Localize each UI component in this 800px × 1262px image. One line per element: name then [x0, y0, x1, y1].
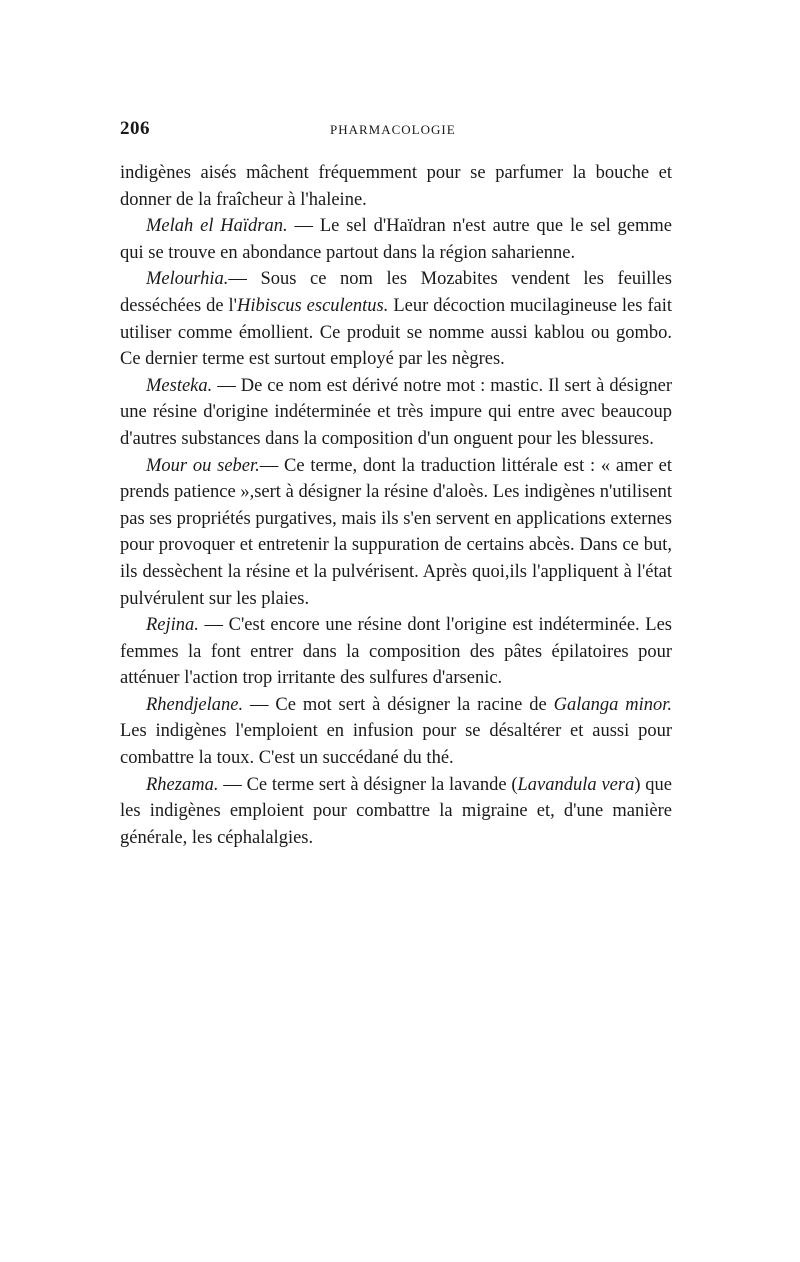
- entry-text: — C'est encore une résine dont l'origine est indéterminée. Les femmes la font entrer dans la composition des pâtes épilatoires pour atténuer l'action trop irritante des sulfures d'arsenic.: [120, 615, 672, 689]
- entry-text: — Ce terme, dont la traduction littérale est : « amer et prends patience »,sert à désigner la résine d'aloès. Les indigènes n'utilisent pas ses propriétés purgatives, mais ils s'en servent en applications externes pour provoquer et entretenir la suppuration de certains abcès. Dans ce but, ils dessèchent la résine et la pulvérisent. Après quoi,ils l'appliquent à l'état pulvérulent sur les plaies.: [120, 455, 672, 609]
- entry-text: Leur décoction mucilagineuse les fait utiliser comme émollient. Ce produit se nomme aussi kablou ou gombo. Ce dernier terme est surtout employé par les nègres.: [120, 295, 672, 370]
- entry-term: Melah el Haïdran.: [146, 216, 288, 237]
- opening-paragraph: indigènes aisés mâchent fréquemment pour se parfumer la bouche et donner de la fraîcheur à l'haleine.: [120, 163, 672, 210]
- entry-text: — De ce nom est dérivé notre mot : mastic. Il sert à désigner une résine d'origine indéterminée et très impure qui entre avec beaucoup d'autres substances dans la composition d'un onguent pour les blessures.: [120, 375, 672, 449]
- entry-text: — Le sel d'Haïdran n'est autre que le sel gemme qui se trouve en abondance partout dans la région saharienne.: [120, 216, 673, 263]
- page-number: 206: [120, 118, 150, 139]
- body-text: [120, 160, 672, 851]
- entry-mour: [120, 453, 672, 613]
- entry-term: Melourhia.: [146, 269, 229, 290]
- entry-term: Rhendjelane.: [146, 694, 244, 715]
- entry-term: Rhezama.: [146, 774, 219, 795]
- page-header: [120, 118, 672, 142]
- entry-melourhia: [120, 266, 672, 372]
- entry-text: ) que les indigènes emploient pour combattre la migraine et, d'une manière générale, les céphalalgies.: [120, 774, 673, 848]
- running-title: PHARMACOLOGIE: [330, 122, 456, 137]
- latin-name: Galanga minor.: [553, 694, 673, 715]
- entry-mesteka: [120, 373, 672, 453]
- entry-term: Mour ou seber.: [146, 455, 260, 476]
- entry-term: Rejina.: [146, 615, 199, 636]
- entry-rhezama: [120, 772, 672, 852]
- entry-term: Mesteka.: [146, 375, 213, 396]
- entry-rhendjelane: [120, 692, 672, 772]
- entry-text: — Sous ce nom les Mozabites vendent les feuilles desséchées de l': [120, 269, 672, 316]
- entry-rejina: [120, 612, 672, 692]
- entry-text: Les indigènes l'emploient en infusion pour se désaltérer et aussi pour combattre la toux. C'est un succédané du thé.: [120, 721, 672, 769]
- entry-melah: [120, 213, 672, 266]
- entry-text: — Ce terme sert à désigner la lavande (: [218, 774, 518, 795]
- latin-name: Hibiscus esculentus.: [236, 295, 389, 316]
- entry-text: — Ce mot sert à désigner la racine de: [243, 694, 554, 715]
- latin-name: Lavandula vera: [517, 774, 635, 795]
